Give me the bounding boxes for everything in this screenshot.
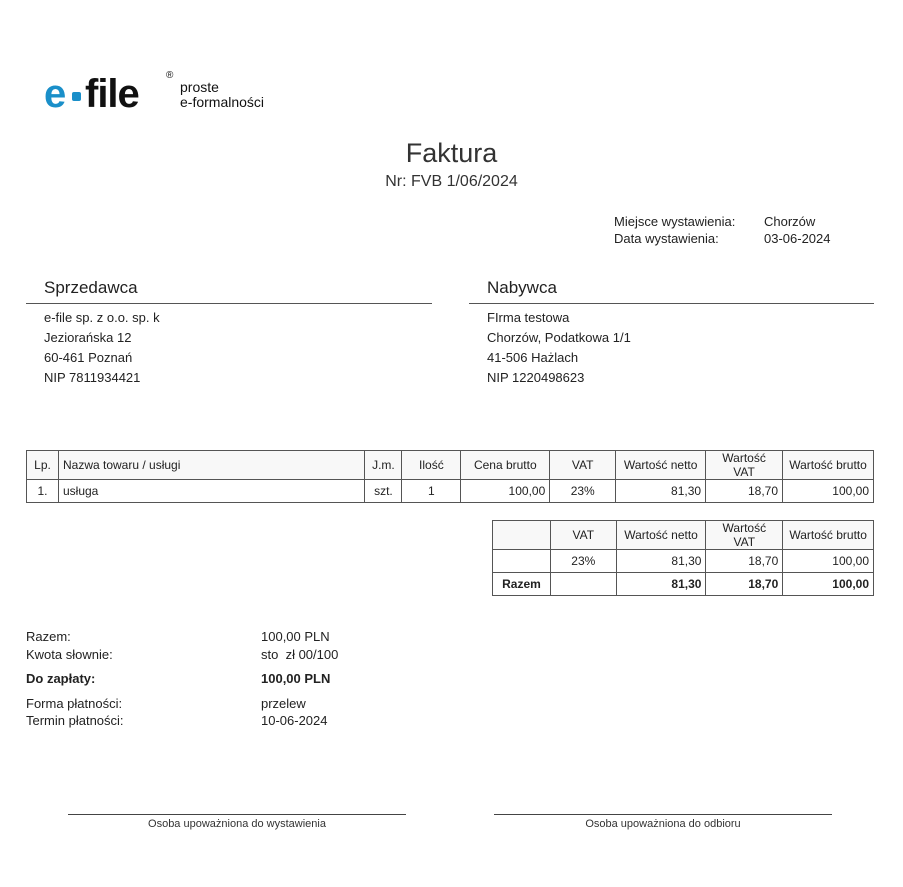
buyer-name: FIrma testowa — [487, 310, 570, 325]
items-table — [26, 450, 874, 503]
total-label: Razem: — [26, 629, 71, 644]
vat-cell-empty — [493, 550, 551, 573]
cell-lp: 1. — [27, 480, 59, 503]
col-header-gross-price: Cena brutto — [461, 451, 550, 480]
e-file-logo — [44, 70, 284, 120]
buyer-divider — [469, 303, 874, 304]
col-header-net-value: Wartość netto — [616, 451, 706, 480]
receiver-signature-label: Osoba upoważniona do odbioru — [585, 818, 741, 830]
seller-details — [44, 308, 160, 388]
vat-col-header-vat: VAT — [550, 521, 616, 550]
col-header-lp: Lp. — [27, 451, 59, 480]
vat-total-label: Razem — [493, 573, 551, 596]
vat-total-net-value: 81,30 — [616, 573, 706, 596]
vat-col-header-net-value: Wartość netto — [616, 521, 706, 550]
seller-city: 60-461 Poznań — [44, 350, 133, 365]
document-title: Faktura — [405, 138, 498, 168]
amount-in-words-value: sto zł 00/100 — [261, 647, 339, 662]
cell-gross-price: 100,00 — [461, 480, 550, 503]
table-row — [493, 550, 874, 573]
date-of-issue-label: Data wystawienia: — [614, 231, 719, 246]
seller-heading: Sprzedawca — [44, 278, 138, 297]
vat-header-row — [493, 521, 874, 550]
logo-letter-e: e — [44, 72, 66, 116]
receiver-signature-line — [494, 814, 832, 815]
invoice-number: Nr: FVB 1/06/2024 — [385, 173, 518, 190]
seller-name: e-file sp. z o.o. sp. k — [44, 310, 160, 325]
logo-registered-mark: ® — [166, 70, 174, 81]
amount-due-value: 100,00 PLN — [261, 671, 331, 686]
vat-cell-gross-value: 100,00 — [783, 550, 874, 573]
total-value: 100,00 PLN — [261, 629, 330, 644]
logo-tagline-line-1: proste — [180, 79, 219, 95]
buyer-details — [487, 308, 631, 388]
seller-nip: NIP 7811934421 — [44, 370, 141, 385]
payment-form-label: Forma płatności: — [26, 696, 123, 711]
vat-cell-rate: 23% — [550, 550, 616, 573]
col-header-name: Nazwa towaru / usługi — [58, 451, 364, 480]
col-header-quantity: Ilość — [402, 451, 461, 480]
buyer-heading: Nabywca — [487, 278, 557, 297]
vat-col-header-gross-value: Wartość brutto — [783, 521, 874, 550]
cell-unit: szt. — [365, 480, 402, 503]
amount-in-words-label: Kwota słownie: — [26, 647, 113, 662]
col-header-gross-value: Wartość brutto — [783, 451, 874, 480]
vat-total-vat-value: 18,70 — [706, 573, 783, 596]
payment-term-label: Termin płatności: — [26, 713, 124, 728]
cell-quantity: 1 — [402, 480, 461, 503]
col-header-vat: VAT — [550, 451, 616, 480]
buyer-city: 41-506 Hażlach — [487, 350, 579, 365]
items-header-row — [27, 451, 874, 480]
issuer-signature-label: Osoba upoważniona do wystawienia — [148, 818, 326, 830]
seller-street: Jeziorańska 12 — [44, 330, 132, 345]
vat-col-header-vat-value: Wartość VAT — [706, 521, 783, 550]
payment-form-value: przelew — [261, 696, 306, 711]
logo-dot — [72, 92, 81, 101]
table-row — [27, 480, 874, 503]
payment-term-value: 10-06-2024 — [261, 713, 328, 728]
seller-divider — [26, 303, 432, 304]
vat-cell-vat-value: 18,70 — [706, 550, 783, 573]
vat-total-empty — [550, 573, 616, 596]
date-of-issue-value: 03-06-2024 — [764, 231, 831, 246]
vat-cell-net-value: 81,30 — [616, 550, 706, 573]
cell-vat: 23% — [550, 480, 616, 503]
col-header-unit: J.m. — [365, 451, 402, 480]
issuer-signature-line — [68, 814, 406, 815]
buyer-nip: NIP 1220498623 — [487, 370, 585, 385]
vat-summary-table — [492, 520, 874, 596]
cell-net-value: 81,30 — [616, 480, 706, 503]
place-of-issue-label: Miejsce wystawienia: — [614, 214, 736, 229]
buyer-street: Chorzów, Podatkowa 1/1 — [487, 330, 631, 345]
amount-due-label: Do zapłaty: — [26, 671, 96, 686]
cell-name: usługa — [58, 480, 364, 503]
vat-total-row — [493, 573, 874, 596]
cell-gross-value: 100,00 — [783, 480, 874, 503]
col-header-vat-value: Wartość VAT — [706, 451, 783, 480]
logo-word-file: file — [85, 72, 139, 116]
place-of-issue-value: Chorzów — [764, 214, 816, 229]
logo-tagline-line-2: e-formalności — [180, 94, 265, 110]
vat-col-header-empty — [493, 521, 551, 550]
vat-total-gross-value: 100,00 — [783, 573, 874, 596]
cell-vat-value: 18,70 — [706, 480, 783, 503]
